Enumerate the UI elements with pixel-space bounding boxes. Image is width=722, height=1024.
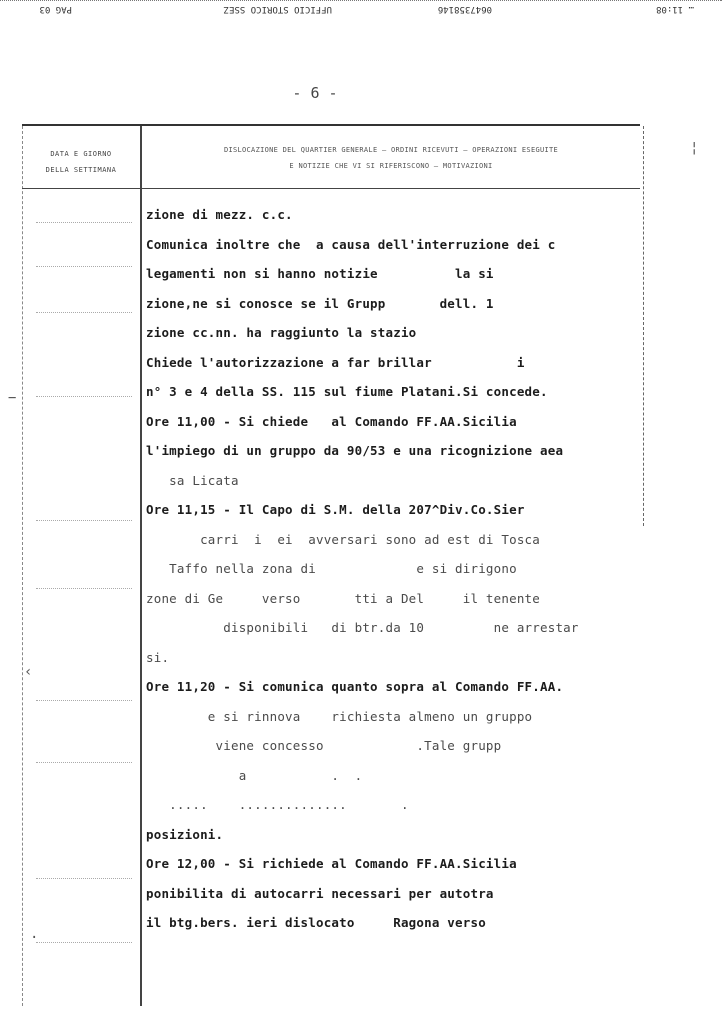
margin-mark: ‹	[24, 664, 33, 680]
fax-phone-number: 0647358146	[437, 4, 492, 14]
fax-page-number: PAG 03	[39, 4, 72, 14]
margin-mark: ¦	[690, 140, 699, 156]
text-line: Comunica inoltre che a causa dell'interruzione dei c	[146, 236, 556, 252]
date-header-line: DATA E GIORNO	[50, 150, 112, 158]
text-line: viene concesso .Tale grupp	[146, 738, 502, 753]
text-line: Ore 12,00 - Si richiede al Comando FF.AA.Sicilia	[146, 856, 517, 871]
text-line: Ore 11,20 - Si comunica quanto sopra al Comando FF.AA.	[146, 679, 564, 694]
text-line: a . .	[146, 767, 425, 783]
text-line: si.	[146, 649, 170, 665]
text-line: carri i ei avversari sono ad est di Tosca	[146, 531, 541, 547]
text-line: zione cc.nn. ha raggiunto la stazio	[146, 325, 417, 340]
column-divider	[140, 126, 142, 1006]
events-column-header	[148, 142, 634, 174]
fax-transmission-header	[0, 0, 722, 17]
date-column-header	[28, 146, 134, 178]
fax-time: … 11:08	[656, 4, 694, 14]
date-rule	[36, 222, 132, 223]
date-rule	[36, 762, 132, 763]
text-line: Ore 11,15 - Il Capo di S.M. della 207^Div.Co.Sier	[146, 502, 525, 517]
date-rule	[36, 396, 132, 397]
date-rule	[36, 942, 132, 943]
events-header-line: E NOTIZIE CHE VI SI RIFERISCONO — MOTIVAZIONI	[289, 162, 493, 170]
text-line: Ore 11,00 - Si chiede al Comando FF.AA.Sicilia	[146, 413, 517, 429]
text-line: il btg.bers. ieri dislocato Ragona verso	[146, 915, 486, 930]
text-line: Taffo nella zona di e si dirigono	[146, 561, 517, 576]
text-line: ..... .............. .	[146, 797, 432, 812]
page-number: - 6 -	[292, 84, 338, 102]
text-line: zione di mezz. c.c.	[146, 207, 293, 222]
date-rule	[36, 878, 132, 879]
text-line: zione,ne si conosce se il Grupp dell. 1	[146, 295, 494, 311]
text-line: e si rinnova richiesta almeno un gruppo	[146, 708, 533, 724]
date-rule	[36, 588, 132, 589]
margin-mark: ·	[30, 930, 39, 946]
text-line: ponibilita di autocarri necessari per autotra	[146, 885, 494, 901]
events-header-line: DISLOCAZIONE DEL QUARTIER GENERALE — ORDINI RICEVUTI — OPERAZIONI ESEGUITE	[223, 146, 559, 154]
text-line: legamenti non si hanno notizie la si	[146, 266, 494, 281]
text-line: Chiede l'autorizzazione a far brillar i	[146, 354, 525, 370]
date-rule	[36, 312, 132, 313]
date-rule	[36, 700, 132, 701]
text-line: posizioni.	[146, 826, 224, 842]
date-rule	[36, 520, 132, 521]
fax-sender-office: UFFICIO STORICO SSEZ	[223, 4, 332, 14]
text-line: zone di Ge verso tti a Del il tenente	[146, 590, 541, 606]
text-line: n° 3 e 4 della SS. 115 sul fiume Platani.Si concede.	[146, 384, 548, 399]
text-line: l'impiego di un gruppo da 90/53 e una ricognizione aea	[146, 443, 564, 458]
text-line: disponibili di btr.da 10 ne arrestar	[146, 620, 579, 635]
date-rule	[36, 266, 132, 267]
header-rule	[22, 188, 640, 189]
diary-body-text	[146, 200, 646, 938]
text-line: sa Licata	[146, 472, 239, 488]
date-header-line: DELLA SETTIMANA	[45, 166, 117, 174]
margin-mark: −	[8, 390, 17, 406]
